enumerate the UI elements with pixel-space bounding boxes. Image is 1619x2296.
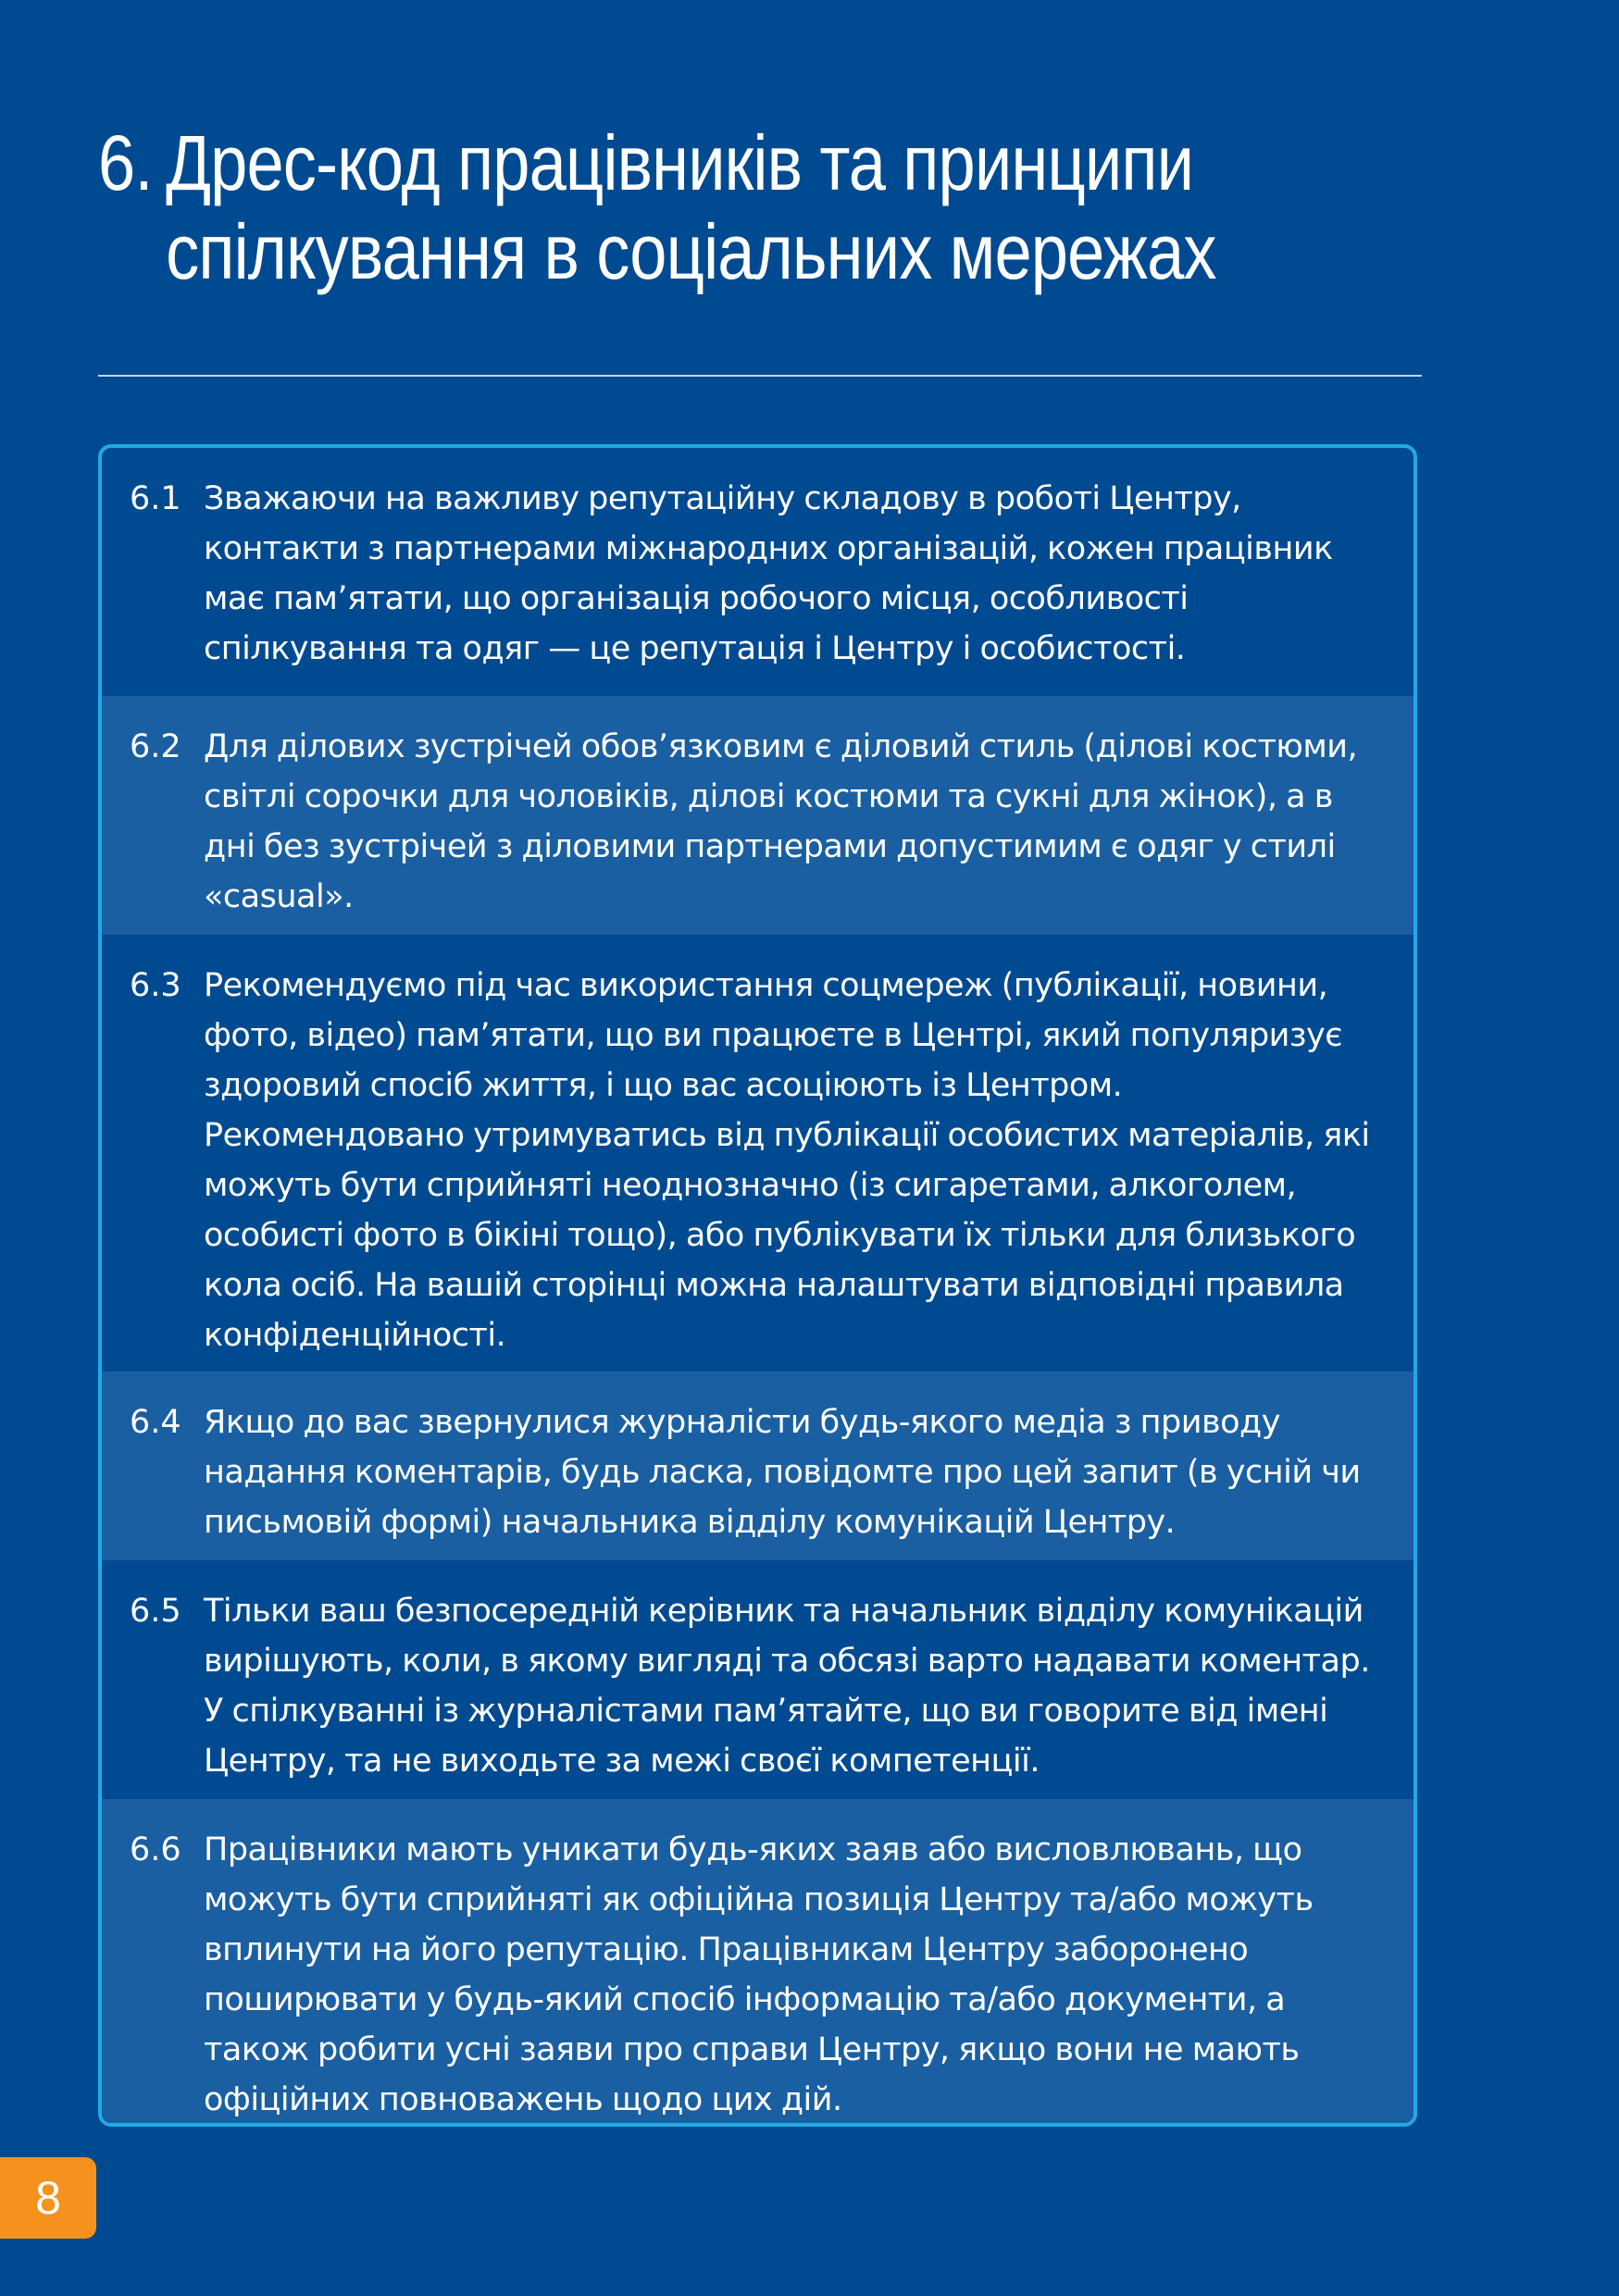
rule-item xyxy=(102,935,1414,1371)
rule-text: Рекомендуємо під час використання соцмереж (публікації, новини, фото, відео) пам’ятати, що ви працюєте в Центрі, який популяризує здоровий спосіб життя, і що вас асоціюють із Центром. Рекомендовано утримуватись від публікації особистих матеріалів, які можуть бути сприйняті неоднозначно (із сигаретами, алкоголем, особисті фото в бікіні тощо), або публікувати їх тільки для близького кола осіб. На вашій сторінці можна налаштувати відповідні правила конфіденційності. xyxy=(204,967,1370,1354)
rule-item xyxy=(102,696,1414,935)
rule-number: 6.2 xyxy=(130,728,181,765)
page-number: 8 xyxy=(35,2172,61,2224)
rule-text: Працівники мають уникати будь-яких заяв або висловлювань, що можуть бути сприйняті як офіційна позиція Центру та/або можуть вплинути на його репутацію. Працівникам Центру заборонено поширювати у будь-який спосіб інформацію та/або документи, а також робити усні заяви про справи Центру, якщо вони не мають офіційних повноважень щодо цих дій. xyxy=(204,1831,1314,2118)
page-number-badge xyxy=(0,2157,96,2239)
rule-text: Якщо до вас звернулися журналісти будь-якого медіа з приводу надання коментарів, будь ласка, повідомте про цей запит (в усній чи письмовій формі) начальника відділу комунікацій Центру. xyxy=(204,1404,1361,1541)
rule-text: Для ділових зустрічей обов’язковим є діловий стиль (ділові костюми, світлі сорочки для чоловіків, ділові костюми та сукні для жінок), а в дні без зустрічей з діловими партнерами допустимим є одяг у стилі «casual». xyxy=(204,728,1358,915)
section-number: 6. xyxy=(98,119,153,206)
section-title-line-2: спілкування в соціальних мережах xyxy=(166,208,1216,295)
rule-number: 6.5 xyxy=(130,1593,181,1630)
rule-number: 6.1 xyxy=(130,480,181,517)
rule-text: Зважаючи на важливу репутаційну складову в роботі Центру, контакти з партнерами міжнародних організацій, кожен працівник має пам’ятати, що організація робочого місця, особливості спілкування та одяг — це репутація і Центру і особистості. xyxy=(204,480,1333,667)
section-title-line-1: Дрес-код працівників та принципи xyxy=(166,119,1194,206)
rule-text: Тільки ваш безпосередній керівник та начальник відділу комунікацій вирішують, коли, в якому вигляді та обсязі варто надавати коментар. У спілкуванні із журналістами пам’ятайте, що ви говорите від імені Центру, та не виходьте за межі своєї компетенції. xyxy=(204,1593,1370,1780)
rule-item xyxy=(102,1560,1414,1799)
rules-box xyxy=(98,444,1417,2127)
rule-item xyxy=(102,448,1414,696)
page-title xyxy=(98,118,1252,296)
rule-item xyxy=(102,1371,1414,1560)
rule-number: 6.6 xyxy=(130,1831,181,1868)
rule-number: 6.4 xyxy=(130,1404,181,1441)
rule-number: 6.3 xyxy=(130,967,181,1004)
rule-item xyxy=(102,1799,1414,2127)
title-divider xyxy=(98,375,1422,377)
